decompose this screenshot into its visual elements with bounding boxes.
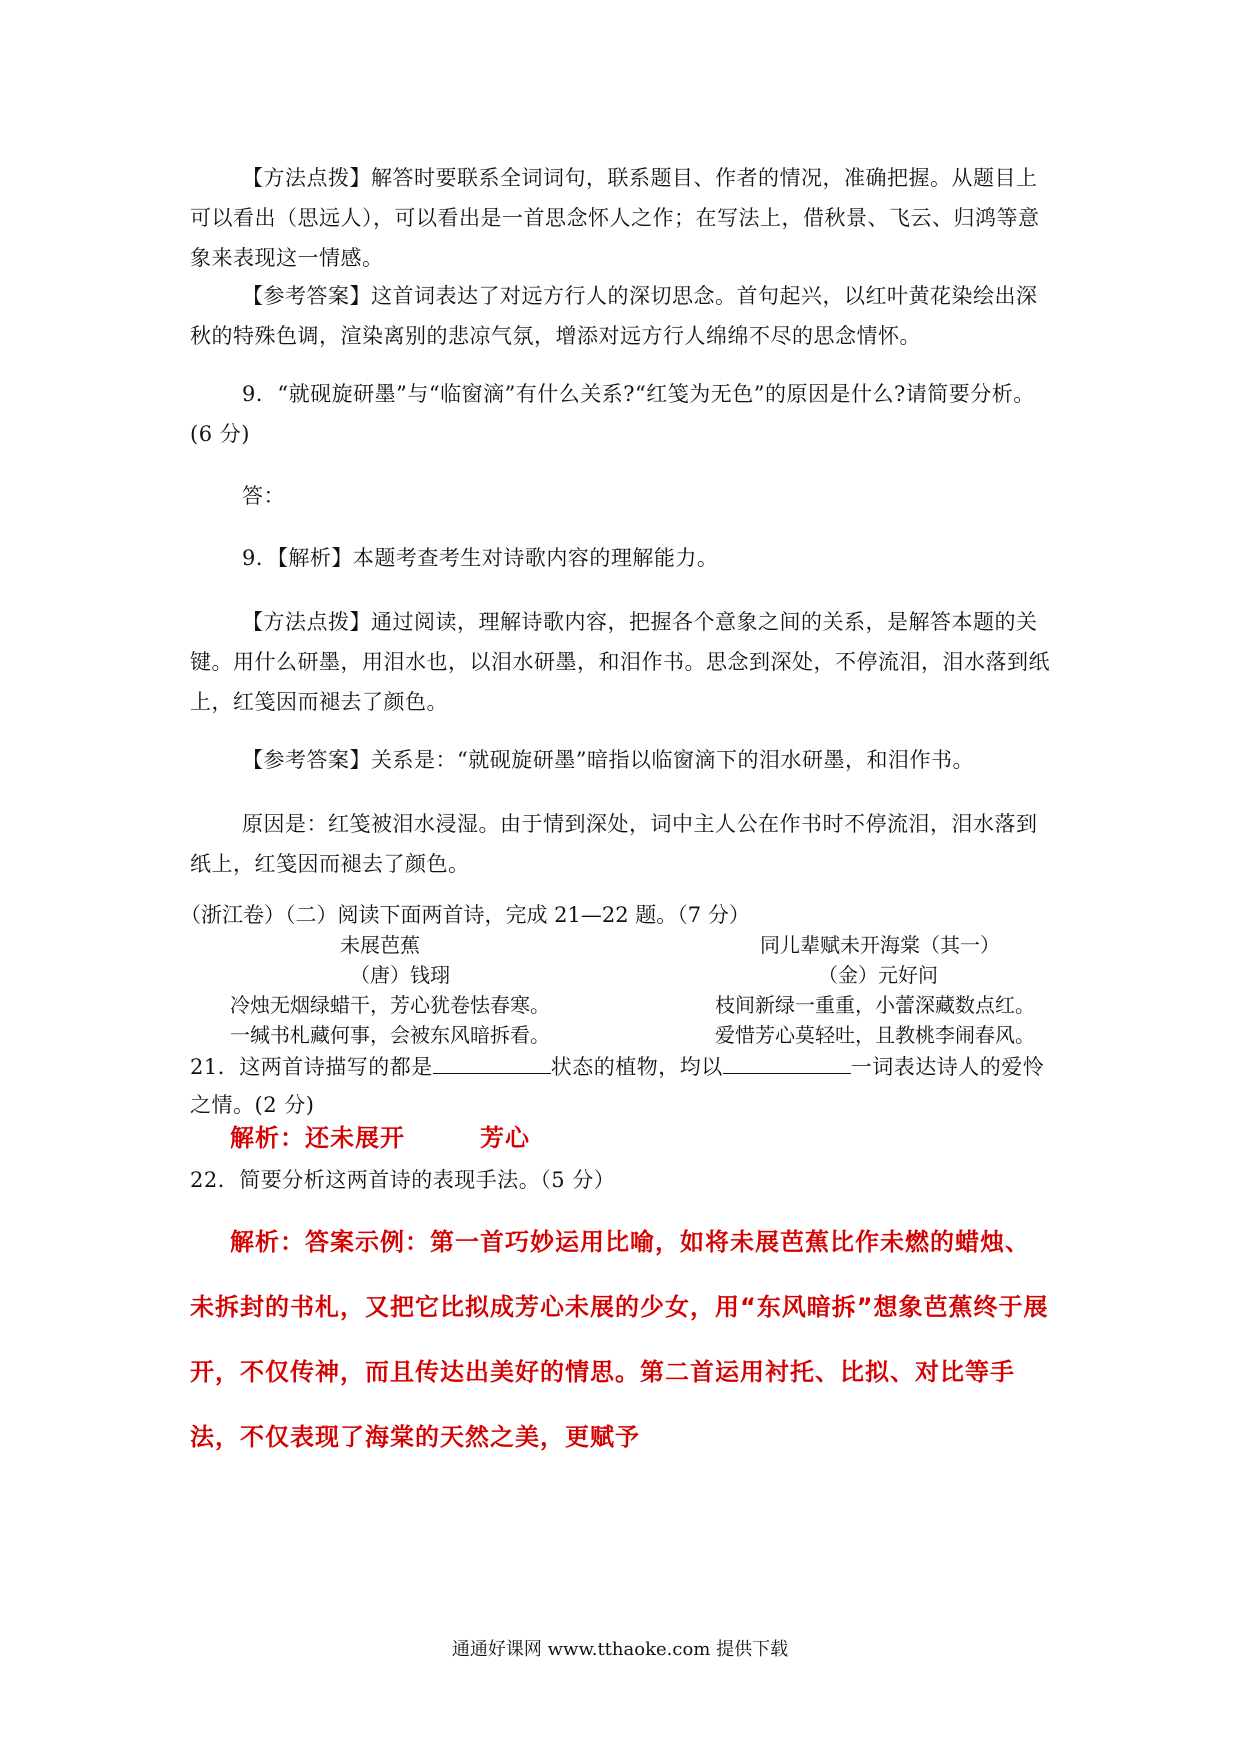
question-9: 9．“就砚旋研墨”与“临窗滴”有什么关系?“红笺为无色”的原因是什么?请简要分析。(6 分) xyxy=(190,382,1035,446)
reference-answer-9b: 原因是：红笺被泪水浸湿。由于情到深处，词中主人公在作书时不停流泪，泪水落到纸上，红笺因而褪去了颜色。 xyxy=(190,812,1038,876)
q21-part3: 一词表达诗人的爱怜之情。(2 分) xyxy=(190,1055,1045,1117)
poem1-author: （唐）钱珝 xyxy=(350,963,450,987)
answer-label: 答： xyxy=(242,484,285,508)
poem1-line1: 冷烛无烟绿蜡干，芳心犹卷怯春寒。 xyxy=(230,993,550,1017)
question-22: 22．简要分析这两首诗的表现手法。（5 分） xyxy=(190,1168,616,1192)
reference-answer-9a: 【参考答案】关系是：“就砚旋研墨”暗指以临窗滴下的泪水研墨，和泪作书。 xyxy=(242,748,974,772)
analysis-9: 9．【解析】本题考查考生对诗歌内容的理解能力。 xyxy=(242,546,719,570)
question-21 xyxy=(190,1048,1050,1124)
reference-answer-paragraph: 【参考答案】这首词表达了对远方行人的深切思念。首句起兴，以红叶黄花染绘出深秋的特殊色调，渲染离别的悲凉气氛，增添对远方行人绵绵不尽的思念情怀。 xyxy=(190,284,1038,348)
poem2-line1: 枝间新绿一重重，小蕾深藏数点红。 xyxy=(715,993,1035,1017)
poem2-author: （金）元好问 xyxy=(818,963,938,987)
blank-1 xyxy=(433,1051,551,1074)
footer-source: 通通好课网 www.tthaoke.com 提供下载 xyxy=(451,1639,789,1660)
method-tip-9: 【方法点拨】通过阅读，理解诗歌内容，把握各个意象之间的关系，是解答本题的关键。用什么研墨，用泪水也，以泪水研墨，和泪作书。思念到深处，不停流泪，泪水落到纸上，红笺因而褪去了颜色。 xyxy=(190,610,1050,714)
zhejiang-intro: （浙江卷）（二）阅读下面两首诗，完成 21—22 题。（7 分） xyxy=(180,903,750,927)
poem1-line2: 一缄书札藏何事，会被东风暗拆看。 xyxy=(230,1023,550,1047)
q21-part1: 21．这两首诗描写的都是 xyxy=(190,1055,433,1079)
q22-analysis: 解析：答案示例：第一首巧妙运用比喻，如将未展芭蕉比作未燃的蜡烛、未拆封的书札，又把它比拟成芳心未展的少女，用“东风暗拆”想象芭蕉终于展开，不仅传神，而且传达出美好的情思。第二首运用衬托、比拟、对比等手法，不仅表现了海棠的天然之美，更赋予 xyxy=(190,1228,1049,1451)
poem1-title: 未展芭蕉 xyxy=(340,933,420,957)
poem2-title: 同儿辈赋未开海棠（其一） xyxy=(760,933,1000,957)
method-tip-paragraph: 【方法点拨】解答时要联系全词词句，联系题目、作者的情况，准确把握。从题目上可以看出（思远人），可以看出是一首思念怀人之作；在写法上，借秋景、飞云、归鸿等意象来表现这一情感。 xyxy=(190,166,1040,270)
blank-2 xyxy=(723,1051,851,1074)
q21-part2: 状态的植物，均以 xyxy=(550,1055,723,1079)
poem2-line2: 爱惜芳心莫轻吐，且教桃李闹春风。 xyxy=(715,1023,1035,1047)
q21-analysis: 解析：还未展开 芳心 xyxy=(230,1124,530,1152)
